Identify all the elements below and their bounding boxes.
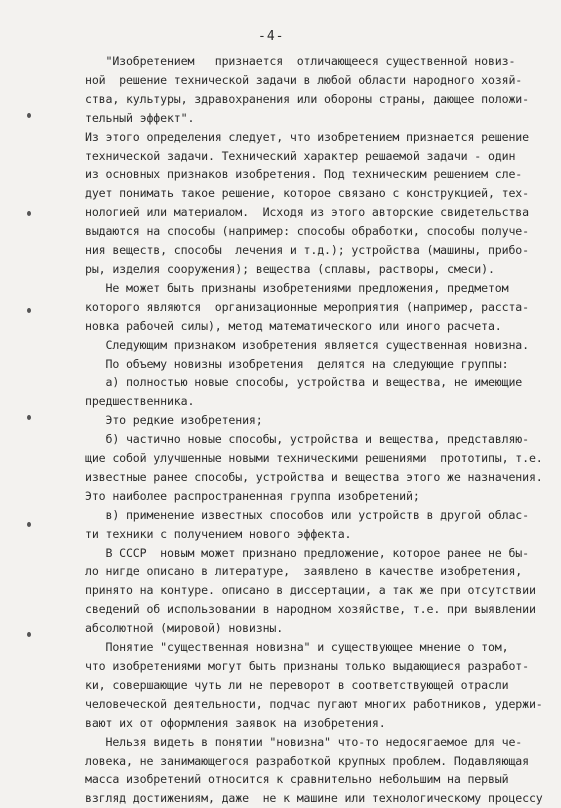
text-line: ло нигде описано в литературе, заявлено в качестве изобретения, [85,564,523,579]
text-line: дует понимать такое решение, которое связано с конструкцией, тех- [85,186,529,201]
text-line: В СССР новым может признано предложение, которое ранее не бы- [85,545,529,560]
text-line: ти техники с получением нового эффекта. [85,526,352,541]
text-line: новка рабочей силы), метод математического или иного расчета. [85,318,502,333]
text-line: ки, совершающие чуть ли не переворот в соответствующей отрасли [85,677,509,692]
text-line: щие собой улучшенные новыми техническими решениями прототипы, т.е. [85,451,543,466]
text-line: б) частично новые способы, устройства и вещества, представляю- [85,432,529,447]
text-line: взгляд достижениям, даже не к машине или технологическому процессу [85,791,543,806]
text-line: выдаются на способы (например: способы обработки, способы получе- [85,224,529,239]
text-line: Следующим признаком изобретения является существенная новизна. [85,337,529,352]
text-line: Из этого определения следует, что изобретением признается решение [85,129,529,144]
text-line: в) применение известных способов или устройств в другой облас- [85,507,529,522]
text-line: которого являются организационные мероприятия (например, расста- [85,299,529,314]
punch-hole-mark [27,632,31,637]
text-line: сведений об использовании в народном хозяйстве, т.е. при выявлении [85,602,536,617]
text-line: технической задачи. Технический характер решаемой задачи - один [85,148,516,163]
punch-hole-mark [27,211,31,216]
text-line: По объему новизны изобретения делятся на следующие группы: [85,356,509,371]
text-line: ловека, не занимающегося разработкой крупных проблем. Подавляющая [85,753,529,768]
text-line: Это редкие изобретения; [85,413,263,428]
punch-hole-mark [27,415,31,420]
punch-hole-mark [27,522,31,527]
text-line: масса изобретений относится к сравнительно небольшим на первый [85,772,509,787]
page-number: -4- [258,29,285,44]
text-line: Не может быть признаны изобретениями предложения, предметом [85,280,509,295]
punch-hole-mark [27,308,31,313]
punch-hole-mark [27,113,31,118]
text-line: "Изобретением признается отличающееся существенной новиз- [85,54,516,68]
text-line: ры, изделия сооружения); вещества (сплавы, растворы, смеси). [85,261,495,276]
text-line: принято на контуре. описано в диссертации, а так же при отсутствии [85,583,536,598]
text-line: человеческой деятельности, подчас пугают многих работников, удержи- [85,696,543,711]
text-line: ния веществ, способы лечения и т.д.); устройства (машины, прибо- [85,243,529,258]
text-line: Это наиболее распространенная группа изобретений; [85,488,420,503]
text-line: абсолютной (мировой) новизны. [85,621,284,636]
text-line: вают их от оформления заявок на изобретения. [85,715,386,730]
text-line: из основных признаков изобретения. Под техническим решением сле- [85,167,523,182]
text-line: Понятие "существенная новизна" и существующее мнение о том, [85,640,509,655]
text-line: Нельзя видеть в понятии "новизна" что-то недосягаемое для че- [85,734,523,749]
text-line: а) полностью новые способы, устройства и вещества, не имеющие [85,375,523,390]
text-line: что изобретениями могут быть признаны только выдающиеся разработ- [85,659,529,673]
text-line: нологией или материалом. Исходя из этого авторские свидетельства [85,205,529,220]
text-line: тельный эффект". [85,110,195,125]
text-line: известные ранее способы, устройства и вещества этого же назначения. [85,469,543,484]
text-line: ной решение технической задачи в любой области народного хозяй- [85,72,523,87]
text-line: предшественника. [85,394,195,409]
text-line: ства, культуры, здравохранения или обороны страны, дающее положи- [85,91,529,106]
body-text [85,52,555,808]
